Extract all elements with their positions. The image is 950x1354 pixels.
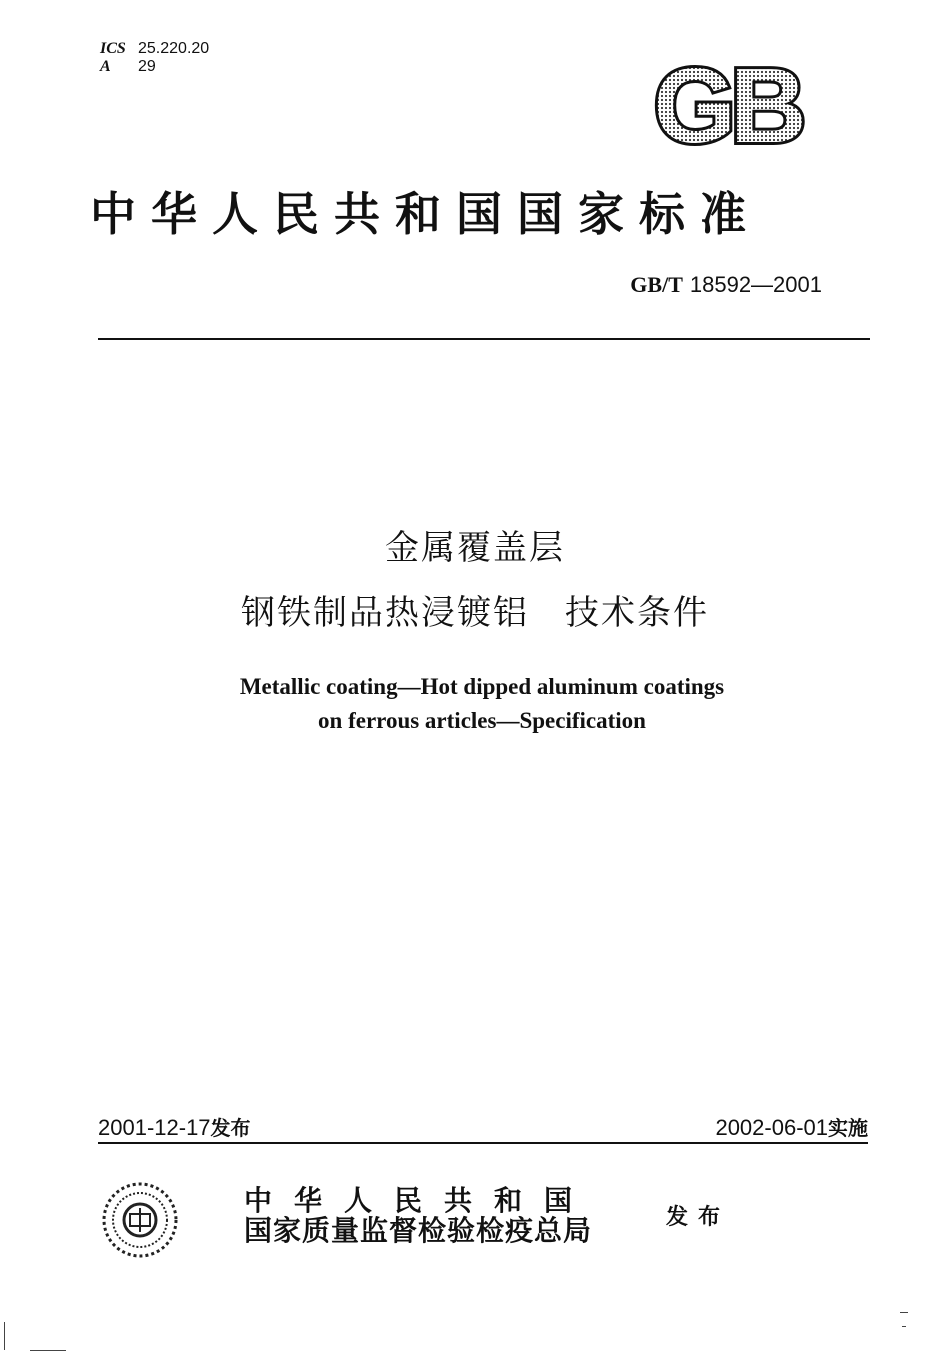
classification-codes — [100, 40, 209, 76]
en-title-line1: Metallic coating—Hot dipped aluminum coatings — [239, 674, 725, 699]
issuer-seal-icon — [100, 1180, 180, 1260]
ccs-code-row — [100, 58, 209, 76]
ics-value: 25.220.20 — [138, 40, 210, 57]
ics-code-row — [100, 40, 209, 58]
standard-number — [630, 272, 822, 298]
ccs-value: 29 — [138, 58, 156, 75]
gb-logo-text: GB — [653, 58, 801, 150]
cn-title-line1: 金属覆盖层 — [385, 528, 565, 568]
national-standard-title: 中华人民共和国国家标准 — [90, 187, 761, 241]
ccs-label: A — [100, 58, 111, 75]
scan-artifact — [4, 1322, 5, 1350]
scan-artifact — [900, 1312, 908, 1313]
issue-word: 发布 — [210, 1116, 251, 1140]
implementation-word: 实施 — [828, 1116, 868, 1140]
bottom-divider — [98, 1142, 868, 1144]
implementation-date — [715, 1112, 868, 1141]
scan-artifact — [30, 1350, 66, 1351]
scan-artifact — [902, 1326, 906, 1327]
en-title — [0, 670, 950, 738]
issuer-line1: 中华人民共和国 — [244, 1184, 595, 1217]
implementation-date-value: 2002-06-01 — [715, 1115, 828, 1140]
cn-title-line2: 钢铁制品热浸镀铝 技术条件 — [241, 593, 709, 633]
issuing-authority — [244, 1186, 594, 1246]
ics-label: ICS — [100, 40, 126, 57]
standard-number-value: 18592—2001 — [689, 272, 822, 297]
issue-date-value: 2001-12-17 — [98, 1115, 211, 1140]
gb-logo — [640, 58, 815, 150]
en-title-line2: on ferrous articles—Specification — [318, 708, 646, 733]
standard-prefix: GB/T — [630, 272, 683, 297]
issuer-line2: 国家质量监督检验检疫总局 — [244, 1214, 593, 1247]
issue-date — [98, 1112, 251, 1141]
top-divider — [98, 338, 870, 340]
publish-word: 发布 — [666, 1205, 731, 1230]
